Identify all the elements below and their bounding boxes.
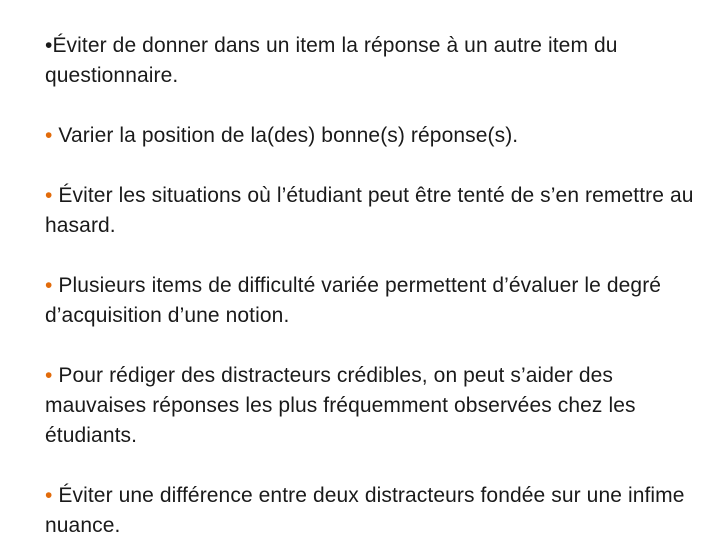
bullet-item xyxy=(45,31,695,91)
bullet-list xyxy=(45,31,695,541)
bullet-item xyxy=(45,181,695,241)
bullet-icon: • xyxy=(45,484,53,507)
bullet-text: Éviter de donner dans un item la réponse à un autre item du questionnaire. xyxy=(45,34,618,87)
bullet-text: Plusieurs items de difficulté variée permettent d’évaluer le degré d’acquisition d’une notion. xyxy=(45,274,662,327)
bullet-text: Pour rédiger des distracteurs crédibles, on peut s’aider des mauvaises réponses les plus fréquemment observées chez les étudiants. xyxy=(45,364,636,447)
bullet-icon: • xyxy=(45,274,53,297)
bullet-icon: • xyxy=(45,184,53,207)
bullet-item xyxy=(45,121,695,151)
bullet-icon: • xyxy=(45,34,53,57)
bullet-text: Éviter les situations où l’étudiant peut être tenté de s’en remettre au hasard. xyxy=(45,184,694,237)
bullet-text: Varier la position de la(des) bonne(s) réponse(s). xyxy=(58,124,519,147)
bullet-item xyxy=(45,271,695,331)
bullet-icon: • xyxy=(45,124,53,147)
bullet-text: Éviter une différence entre deux distracteurs fondée sur une infime nuance. xyxy=(45,484,685,537)
bullet-item xyxy=(45,361,695,451)
bullet-item xyxy=(45,481,695,541)
bullet-icon: • xyxy=(45,364,53,387)
